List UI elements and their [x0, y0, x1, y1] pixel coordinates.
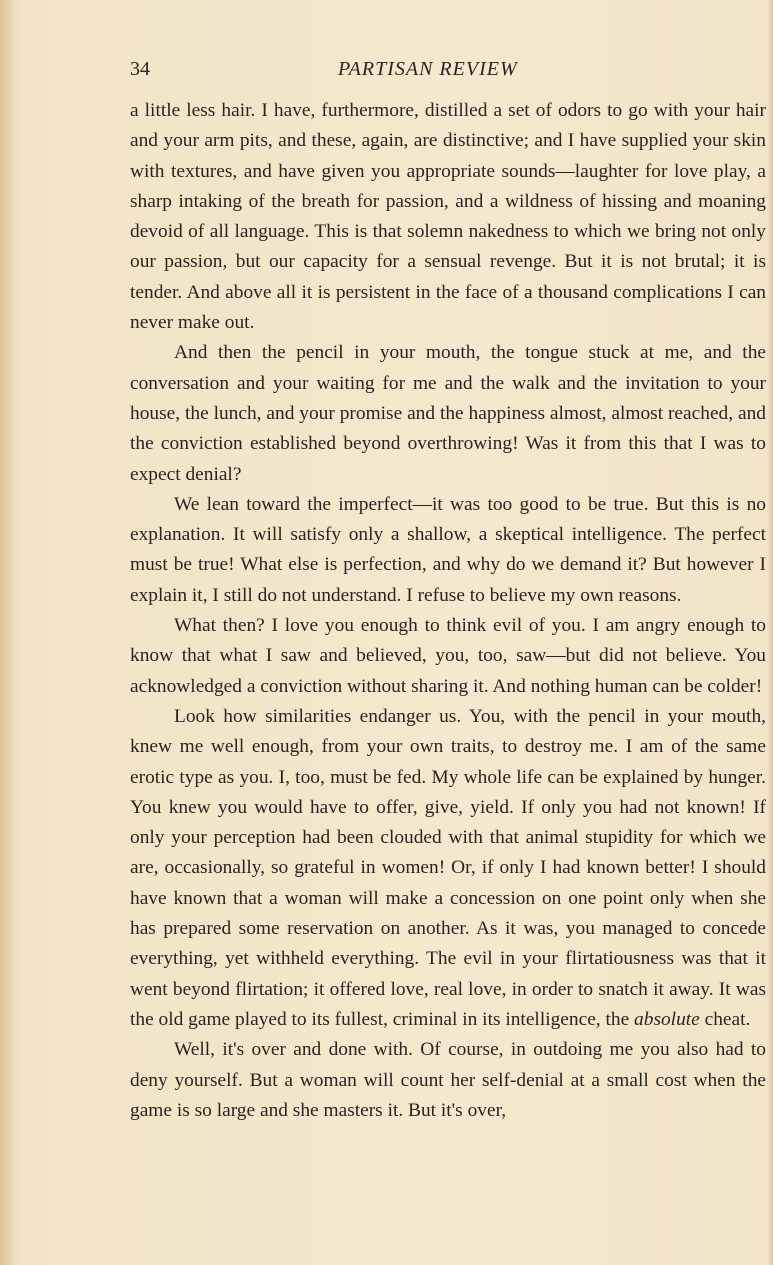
paragraph: a little less hair. I have, furthermore, distilled a set of odors to go with your hair and your arm pits, and these, again, are distinctive; and I have supplied your skin with textures, and have given you appropriate sounds—laughter for love play, a sharp intaking of the breath for passion, and a wildness of hissing and moaning devoid of all language. This is that solemn nakedness to which we bring not only our passion, but our capacity for a sensual revenge. But it is not brutal; it is tender. And above all it is persistent in the face of a thousand complications I can never make out.	[130, 100, 766, 334]
paragraph-text: Look how similarities endanger us. You, with the pencil in your mouth, knew me well enough, from your own traits, to destroy me. I am of the same erotic type as you. I, too, must be fed. My whole life can be explained by hunger. You knew you would have to offer, give, yield. If only you had not known! If only your perception had been clouded with that animal stupidity for which we are, occasionally, so grateful in women! Or, if only I had known better! I should have known that a woman will make a concession on one point only when she has prepared some reservation on another. As it was, you managed to concede everything, yet withheld everything. The evil in your flirtatiousness was that it went beyond flirtation; it offered love, real love, in order to snatch it away. It was the old game played to its fullest, criminal in its intelligence, the	[130, 705, 766, 1030]
italic-emphasis: absolute	[634, 1008, 700, 1030]
paragraph-text: cheat.	[699, 1008, 751, 1030]
page-edge	[767, 0, 773, 1265]
paragraph: Well, it's over and done with. Of course, in outdoing me you also had to deny yourself. But a woman will count her self-denial at a small cost when the game is so large and she masters it. But it's over,	[130, 1039, 766, 1121]
running-header	[130, 58, 770, 84]
spine-shadow	[0, 0, 14, 1265]
paragraph	[130, 702, 766, 1035]
body-text	[130, 96, 766, 1126]
paragraph: What then? I love you enough to think evil of you. I am angry enough to know that what I saw and believed, you, too, saw—but did not believe. You acknowledged a conviction without sharing it. And nothing human can be colder!	[130, 615, 766, 697]
paragraph: We lean toward the imperfect—it was too good to be true. But this is no explanation. It will satisfy only a shallow, a skeptical intelligence. The perfect must be true! What else is perfection, and why do we demand it? But however I explain it, I still do not understand. I refuse to believe my own reasons.	[130, 493, 766, 606]
page-number: 34	[130, 58, 150, 80]
journal-title: PARTISAN REVIEW	[338, 58, 518, 80]
paragraph: And then the pencil in your mouth, the tongue stuck at me, and the conversation and your waiting for me and the walk and the invitation to your house, the lunch, and your promise and the happiness almost, almost reached, and the conviction established beyond overthrowing! Was it from this that I was to expect denial?	[130, 342, 766, 485]
